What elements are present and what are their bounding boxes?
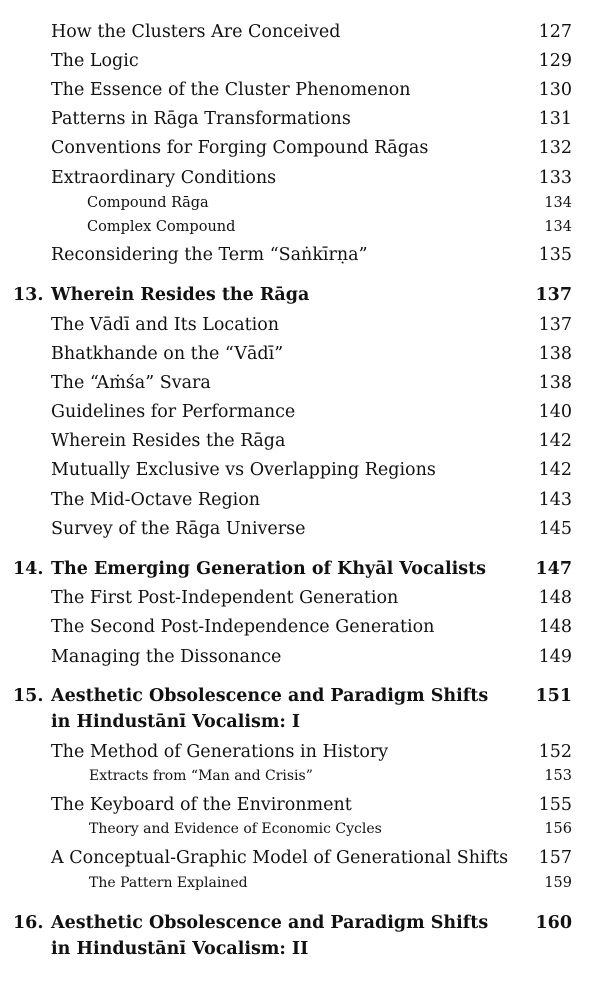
- toc-entry-title: The Method of Generations in History: [51, 742, 389, 762]
- toc-entry-title: Extraordinary Conditions: [51, 168, 277, 188]
- toc-entry-title: Wherein Resides the Rāga: [51, 431, 286, 451]
- toc-entry-title: How the Clusters Are Conceived: [51, 22, 341, 42]
- toc-entry-page: 133: [538, 168, 572, 188]
- toc-entry-page: 142: [538, 431, 572, 451]
- chapter-title: The Emerging Generation of Khyāl Vocalists: [51, 559, 487, 579]
- toc-entry-title: The First Post-Independent Generation: [51, 588, 399, 608]
- toc-subentry-page: 153: [544, 768, 572, 784]
- chapter-number: 13.: [13, 285, 44, 305]
- toc-entry-page: 138: [538, 344, 572, 364]
- toc-entry-title: Bhatkhande on the “Vādī”: [51, 344, 284, 364]
- toc-subentry-page: 159: [544, 875, 572, 891]
- toc-subentry-title: Theory and Evidence of Economic Cycles: [89, 821, 382, 837]
- toc-entry-title: Mutually Exclusive vs Overlapping Regions: [51, 460, 436, 480]
- toc-entry-page: 132: [538, 138, 572, 158]
- toc-entry-page: 137: [538, 315, 572, 335]
- toc-entry-page: 145: [538, 519, 572, 539]
- toc-entry-title: The Mid-Octave Region: [51, 490, 261, 510]
- toc-entry-page: 148: [538, 588, 572, 608]
- toc-entry-page: 143: [538, 490, 572, 510]
- toc-subentry-title: Compound Rāga: [87, 195, 209, 211]
- toc-subentry-title: Complex Compound: [87, 219, 236, 235]
- toc-entry-page: 140: [538, 402, 572, 422]
- chapter-page: 147: [535, 559, 572, 579]
- toc-entry-page: 152: [538, 742, 572, 762]
- chapter-number: 14.: [13, 559, 44, 579]
- toc-entry-page: 131: [538, 109, 572, 129]
- toc-entry-title: A Conceptual-Graphic Model of Generational Shifts: [51, 848, 509, 868]
- toc-entry-title: The Second Post-Independence Generation: [51, 617, 435, 637]
- toc-entry-title: Managing the Dissonance: [51, 647, 282, 667]
- toc-entry-title: Reconsidering the Term “Saṅkīrṇa”: [51, 245, 368, 265]
- toc-subentry-title: The Pattern Explained: [89, 875, 248, 891]
- chapter-title-continuation: in Hindustānī Vocalism: I: [51, 712, 301, 732]
- toc-entry-title: Guidelines for Performance: [51, 402, 296, 422]
- toc-entry-title: The Essence of the Cluster Phenomenon: [51, 80, 411, 100]
- toc-entry-title: Survey of the Rāga Universe: [51, 519, 306, 539]
- toc-entry-page: 157: [538, 848, 572, 868]
- toc-subentry-page: 156: [544, 821, 572, 837]
- chapter-title: Aesthetic Obsolescence and Paradigm Shifts: [51, 686, 489, 706]
- toc-entry-page: 155: [538, 795, 572, 815]
- toc-entry-title: The Vādī and Its Location: [51, 315, 280, 335]
- toc-subentry-page: 134: [544, 219, 572, 235]
- chapter-title: Aesthetic Obsolescence and Paradigm Shifts: [51, 913, 489, 933]
- toc-entry-title: The Keyboard of the Environment: [51, 795, 352, 815]
- chapter-number: 16.: [13, 913, 44, 933]
- toc-entry-title: Conventions for Forging Compound Rāgas: [51, 138, 429, 158]
- chapter-title: Wherein Resides the Rāga: [51, 285, 310, 305]
- chapter-number: 15.: [13, 686, 44, 706]
- toc-entry-title: The “Aṁśa” Svara: [51, 373, 211, 393]
- chapter-title-continuation: in Hindustānī Vocalism: II: [51, 939, 309, 959]
- toc-entry-page: 142: [538, 460, 572, 480]
- toc-entry-page: 130: [538, 80, 572, 100]
- toc-entry-page: 148: [538, 617, 572, 637]
- toc-entry-page: 135: [538, 245, 572, 265]
- toc-entry-page: 138: [538, 373, 572, 393]
- chapter-page: 151: [535, 686, 572, 706]
- toc-subentry-page: 134: [544, 195, 572, 211]
- toc-entry-title: The Logic: [51, 51, 139, 71]
- toc-entry-page: 127: [538, 22, 572, 42]
- chapter-page: 137: [535, 285, 572, 305]
- toc-entry-page: 149: [538, 647, 572, 667]
- toc-subentry-title: Extracts from “Man and Crisis”: [89, 768, 313, 784]
- chapter-page: 160: [535, 913, 572, 933]
- toc-entry-page: 129: [538, 51, 572, 71]
- toc-entry-title: Patterns in Rāga Transformations: [51, 109, 351, 129]
